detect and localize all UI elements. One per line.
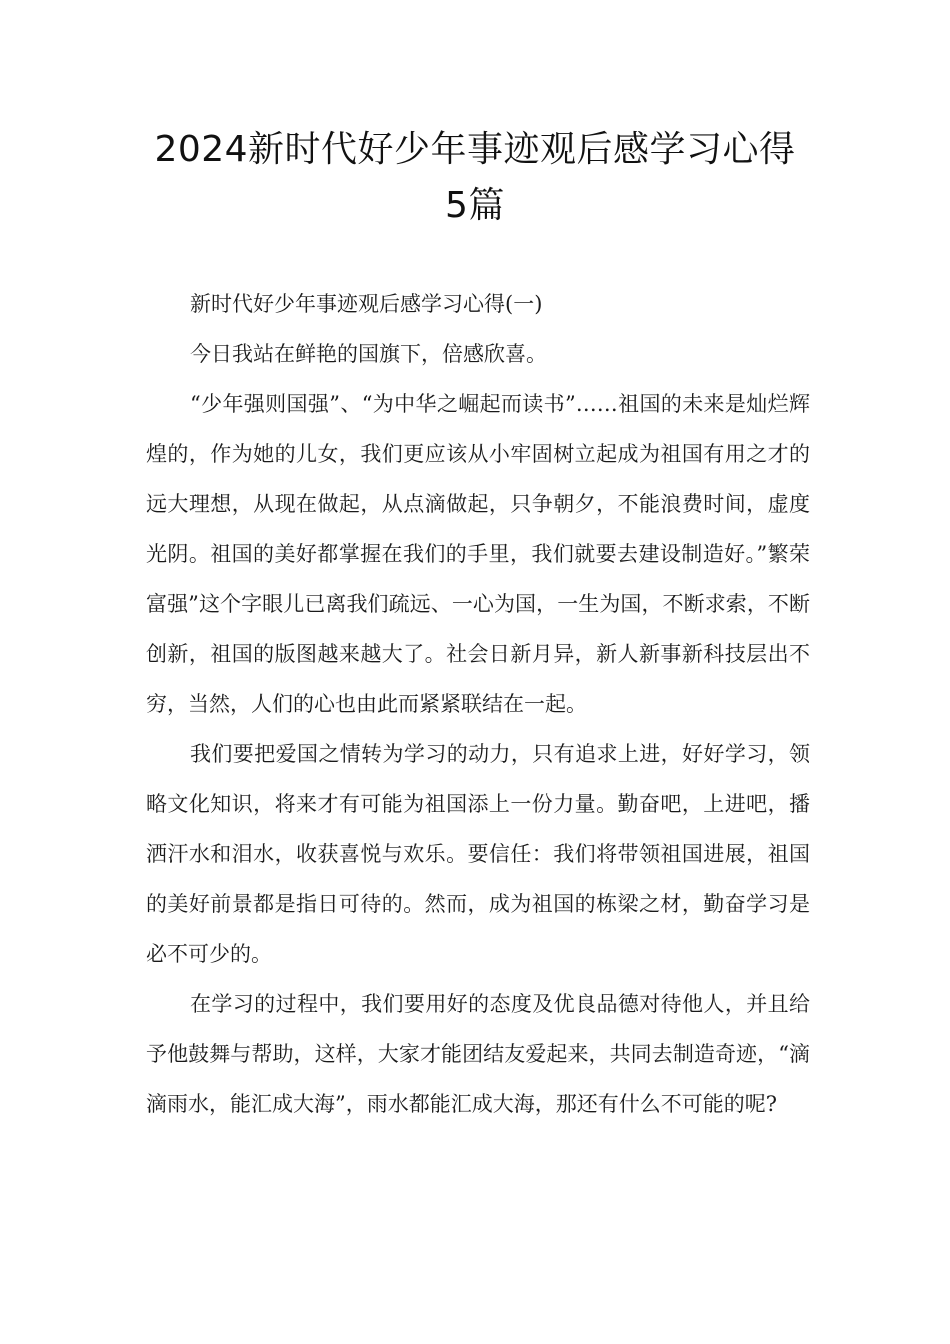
document-title [120, 122, 830, 234]
title-line-2: 5篇 [445, 185, 505, 226]
paragraph-2: “少年强则国强”、“为中华之崛起而读书”……祖国的未来是灿烂辉煌的，作为她的儿女，我们更应该从小牢固树立起成为祖国有用之才的远大理想，从现在做起，从点滴做起，只争朝夕，不能浪费时间，虚度光阴。祖国的美好都掌握在我们的手里，我们就要去建设制造好。”繁荣富强”这个字眼儿已离我们疏远、一心为国，一生为国，不断求索，不断创新，祖国的版图越来越大了。社会日新月异，新人新事新科技层出不穷，当然，人们的心也由此而紧紧联结在一起。 [146, 392, 810, 716]
document-body [146, 279, 810, 1129]
paragraph-4: 在学习的过程中，我们要用好的态度及优良品德对待他人，并且给予他鼓舞与帮助，这样，大家才能团结友爱起来，共同去制造奇迹，“滴滴雨水，能汇成大海”，雨水都能汇成大海，那还有什么不可能的呢? [146, 992, 810, 1116]
paragraph-3: 我们要把爱国之情转为学习的动力，只有追求上进，好好学习，领略文化知识，将来才有可能为祖国添上一份力量。勤奋吧，上进吧，播洒汗水和泪水，收获喜悦与欢乐。要信任：我们将带领祖国进展，祖国的美好前景都是指日可待的。然而，成为祖国的栋梁之材，勤奋学习是必不可少的。 [146, 742, 810, 966]
section-heading: 新时代好少年事迹观后感学习心得(一) [190, 292, 543, 316]
paragraph-1: 今日我站在鲜艳的国旗下，倍感欣喜。 [190, 342, 547, 366]
title-line-1: 2024新时代好少年事迹观后感学习心得 [154, 129, 796, 170]
